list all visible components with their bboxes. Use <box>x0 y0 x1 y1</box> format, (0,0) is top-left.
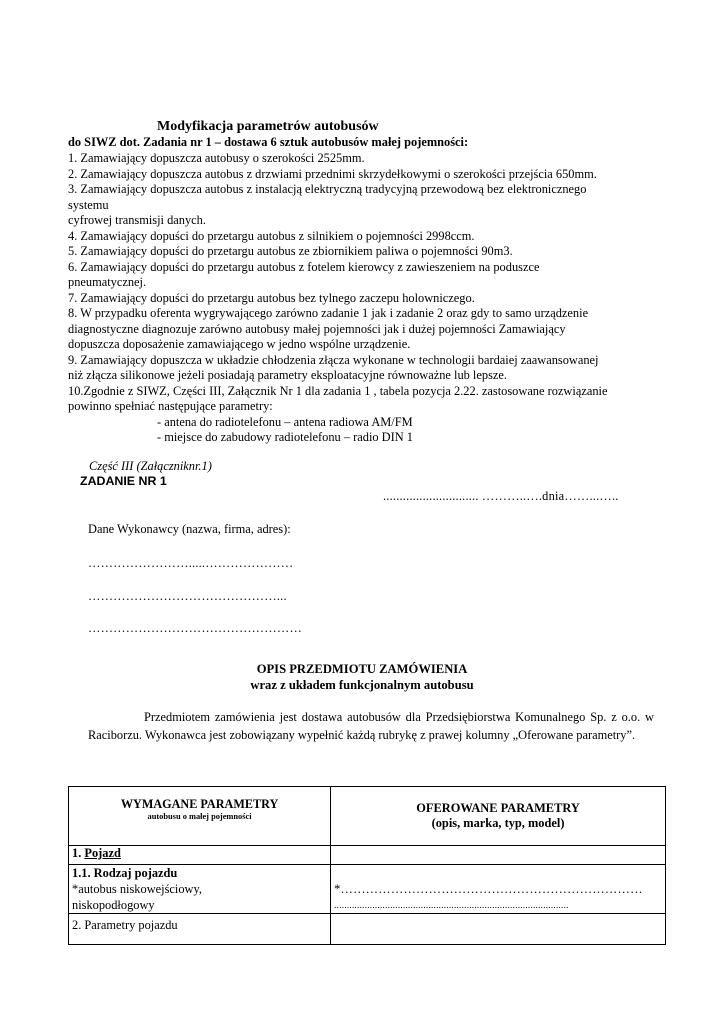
modification-line: niż złącza silikonowe jeżeli posiadają parametry eksploatacyjne równoważne lub lepsze. <box>68 368 507 382</box>
description-paragraph <box>88 709 654 744</box>
modification-line: cyfrowej transmisji danych. <box>68 213 206 227</box>
row-vehicle-number: 1. <box>72 846 85 860</box>
table-row <box>69 846 666 865</box>
modification-line: 8. W przypadku oferenta wygrywającego zarówno zadanie 1 jak i zadanie 2 oraz gdy to samo urządzenie <box>68 306 589 320</box>
modification-line: 7. Zamawiający dopuści do przetargu autobus bez tylnego zaczepu holowniczego. <box>68 290 475 305</box>
modification-line: 6. Zamawiający dopuści do przetargu autobus z fotelem kierowcy z zawieszeniem na poduszce <box>68 259 540 274</box>
row-vehicle-type-label <box>69 865 331 914</box>
description-title: OPIS PRZEDMIOTU ZAMÓWIENIA <box>256 662 468 676</box>
description-subtitle: wraz z układem funkcjonalnym autobusu <box>250 678 474 692</box>
row-vehicle-type-title: 1.1. Rodzaj pojazdu <box>72 866 178 880</box>
sub-item: - antena do radiotelefonu – antena radiowa AM/FM <box>157 414 413 429</box>
modification-title: Modyfikacja parametrów autobusów <box>157 119 379 134</box>
table-row <box>69 914 666 945</box>
modification-line: dopuszcza doposażenie zamawiającego w jedno wspólne urządzenie. <box>68 337 411 351</box>
modification-line: 5. Zamawiający dopuści do przetargu autobus ze zbiornikiem paliwa o pojemności 90m3. <box>68 244 513 258</box>
modification-line: 9. Zamawiający dopuszcza w układzie chłodzenia złącza wykonane w technologii bardaiej zaawansowanej <box>68 352 599 367</box>
modification-subtitle: do SIWZ dot. Zadania nr 1 – dostawa 6 sztuk autobusów małej pojemności: <box>68 135 469 149</box>
modification-line: 3. Zamawiający dopuszcza autobus z instalacją elektryczną tradycyjną przewodową bez elektronicznego <box>68 182 587 196</box>
offered-parameters-title: OFEROWANE PARAMETRY <box>416 801 580 815</box>
modification-line: powinno spełniać następujące parametry: <box>68 399 273 413</box>
row-vehicle-params-label: 2. Parametry pojazdu <box>69 914 331 945</box>
modification-line: 4. Zamawiający dopuści do przetargu autobus z silnikiem o pojemności 2998ccm. <box>68 228 475 243</box>
modification-line: pneumatycznej. <box>68 275 147 289</box>
required-parameters-header <box>69 787 331 846</box>
answer-dot-line: ............................................................................................ <box>334 900 569 910</box>
row-vehicle-answer[interactable] <box>331 846 666 865</box>
row-vehicle-params-answer[interactable] <box>331 914 666 945</box>
contractor-dot-line: …………………………………………… <box>88 621 303 635</box>
contractor-label: Dane Wykonawcy (nazwa, firma, adres): <box>88 522 291 536</box>
answer-dot-line: *……………………………………………………………… <box>334 882 643 896</box>
sub-item: - miejsce do zabudowy radiotelefonu – radio DIN 1 <box>157 430 413 444</box>
offered-parameters-subtitle: (opis, marka, typ, model) <box>431 816 565 830</box>
contractor-dot-line: …………………….....………………… <box>88 556 294 570</box>
task-heading: ZADANIE NR 1 <box>80 474 167 488</box>
row-vehicle-text: Pojazd <box>84 846 121 860</box>
parameters-table <box>68 786 666 945</box>
row-vehicle-type-line: *autobus niskowejściowy, <box>72 882 202 896</box>
required-parameters-title: WYMAGANE PARAMETRY <box>120 797 279 811</box>
required-parameters-subtitle: autobusu o małej pojemności <box>147 812 252 821</box>
row-vehicle-type-answer[interactable] <box>331 865 666 914</box>
attachment-part: Część III (Załączniknr.1) <box>89 459 212 473</box>
description-paragraph-text: Przedmiotem zamówienia jest dostawa autobusów dla Przedsiębiorstwa Komunalnego Sp. z o.o. w Raciborzu. Wykonawca jest zobowiązany wypełnić każdą rubrykę z prawej kolumny „Oferowane parametry”. <box>88 710 654 742</box>
row-vehicle-label <box>69 846 331 865</box>
table-header-row <box>69 787 666 846</box>
date-line: ............................. ………..….dnia……...….. <box>383 489 619 503</box>
modification-line: systemu <box>68 197 109 212</box>
modification-line: 1. Zamawiający dopuszcza autobusy o szerokości 2525mm. <box>68 151 365 165</box>
modification-line: diagnostyczne diagnozuje zarówno autobusy małej pojemności jak i dużej pojemności Zamawiający <box>68 321 566 336</box>
modification-line: 2. Zamawiający dopuszcza autobus z drzwiami przednimi skrzydełkowymi o szerokości przejścia 650mm. <box>68 166 597 181</box>
offered-parameters-header <box>331 787 666 846</box>
table-row <box>69 865 666 914</box>
modification-line: 10.Zgodnie z SIWZ, Części III, Załącznik Nr 1 dla zadania 1 , tabela pozycja 2.22. zastosowane rozwiązanie <box>68 383 608 398</box>
row-vehicle-type-line: niskopodłogowy <box>72 898 155 912</box>
contractor-dot-line: ………………………………………... <box>88 589 287 603</box>
